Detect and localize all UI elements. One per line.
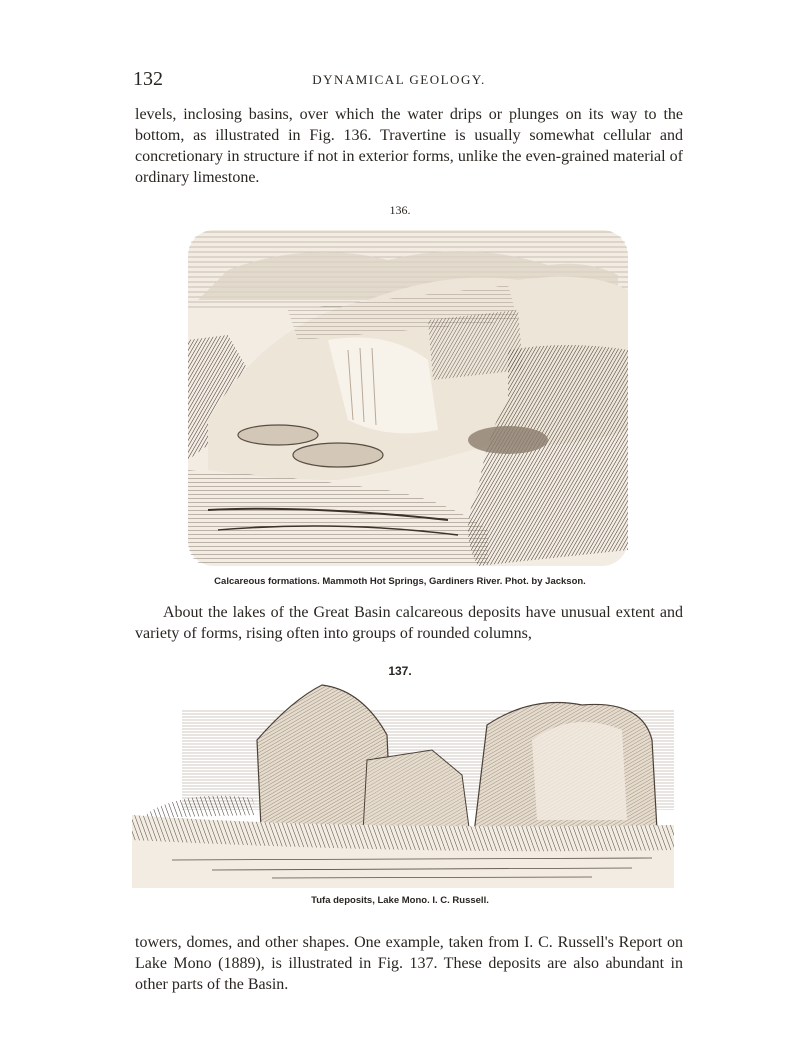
running-head: DYNAMICAL GEOLOGY.: [312, 72, 486, 87]
paragraph-lake-mono: towers, domes, and other shapes. One example, taken from I. C. Russell's Report on Lake Mono (1889), is illustrated in Fig. 137. These deposits are also abundant in other parts of the Basin.: [135, 934, 683, 993]
figure-137-illustration: [132, 680, 674, 888]
paragraph-great-basin: About the lakes of the Great Basin calcareous deposits have unusual extent and variety of forms, rising often into groups of rounded columns,: [135, 604, 683, 642]
paragraph-intro: levels, inclosing basins, over which the water drips or plunges on its way to the bottom, as illustrated in Fig. 136. Travertine is usually somewhat cellular and concretionary in structure if not in exterior forms, unlike the even-grained material of ordinary limestone.: [135, 106, 683, 186]
figure-137-caption: Tufa deposits, Lake Mono. I. C. Russell.: [311, 895, 489, 906]
figure-136-number: 136.: [389, 203, 411, 217]
page-number: 132: [133, 68, 163, 90]
figure-136-illustration: [188, 230, 628, 566]
figure-137-number: 137.: [388, 664, 412, 678]
page-header: [133, 68, 665, 92]
figure-136-caption: Calcareous formations. Mammoth Hot Springs, Gardiners River. Phot. by Jackson.: [214, 576, 586, 587]
